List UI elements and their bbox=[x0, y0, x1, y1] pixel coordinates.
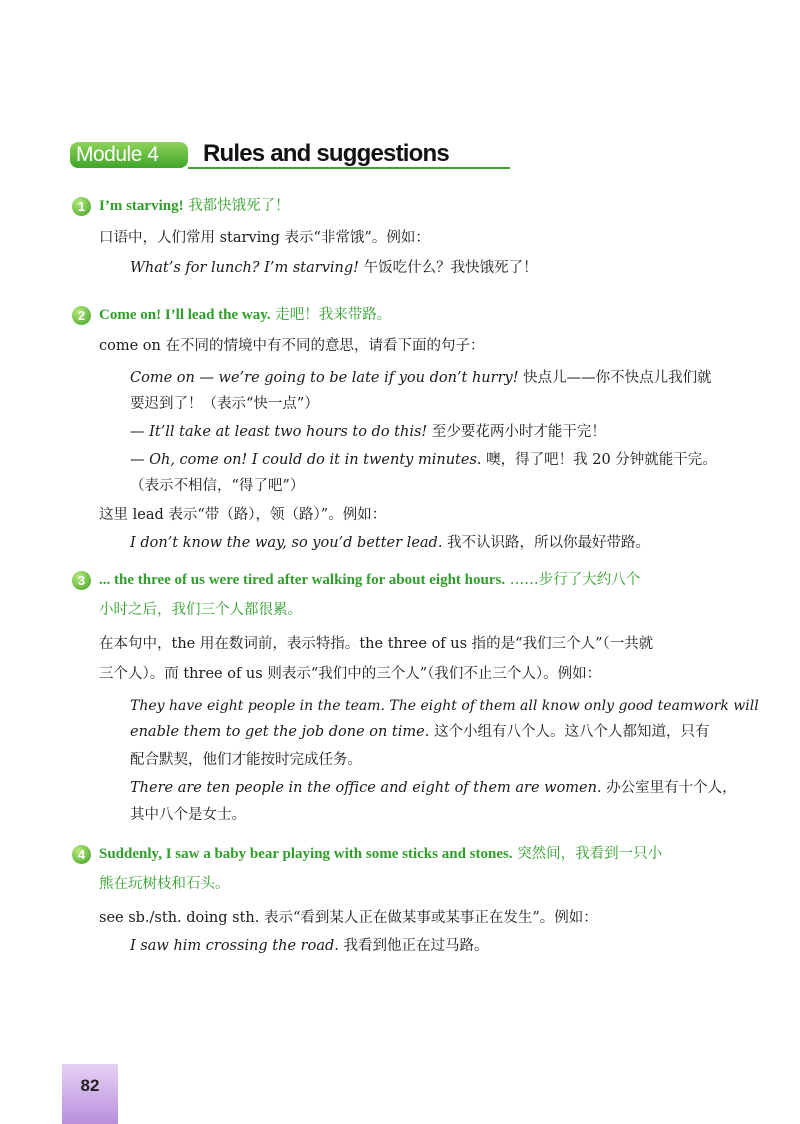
item-number-2: 2 bbox=[72, 306, 91, 325]
heading-cn: 走吧！我来带路。 bbox=[275, 307, 392, 323]
item-1-example bbox=[130, 258, 538, 278]
heading-cn: 突然间，我看到一只小 bbox=[517, 846, 663, 862]
item-1-explanation: 口语中，人们常用 starving 表示“非常饿”。例如： bbox=[99, 230, 430, 246]
heading-en: ... the three of us were tired after walking for about eight hours. bbox=[99, 572, 506, 588]
item-3-example-1-cn-cont: 配合默契，他们才能按时完成任务。 bbox=[130, 752, 362, 768]
example-cn: 办公室里有十个人， bbox=[606, 780, 737, 796]
example-cn: 快点儿——你不快点儿我们就 bbox=[523, 370, 712, 386]
example-cn: 噢，得了吧！我 20 分钟就能干完。 bbox=[486, 452, 717, 468]
example-en: I don’t know the way, so you’d better lead. bbox=[130, 535, 443, 551]
heading-cn: ……步行了大约八个 bbox=[509, 572, 641, 588]
module-header bbox=[70, 138, 510, 172]
item-2-example-1 bbox=[130, 368, 712, 388]
example-cn: 我不认识路，所以你最好带路。 bbox=[447, 535, 651, 551]
item-3-example-2-cont: 其中八个是女士。 bbox=[130, 807, 246, 823]
item-3-heading-cont: 小时之后，我们三个人都很累。 bbox=[99, 602, 302, 618]
module-badge: Module 4 bbox=[70, 142, 188, 168]
item-4-heading-cont: 熊在玩树枝和石头。 bbox=[99, 876, 230, 892]
example-en: — It’ll take at least two hours to do this! bbox=[130, 424, 428, 440]
item-3-example-2 bbox=[130, 778, 737, 798]
heading-en: Suddenly, I saw a baby bear playing with some sticks and stones. bbox=[99, 846, 513, 862]
item-2-heading bbox=[99, 305, 391, 325]
example-en: There are ten people in the office and eight of them are women. bbox=[130, 780, 602, 796]
example-en: — Oh, come on! I could do it in twenty minutes. bbox=[130, 452, 482, 468]
item-2-example-1-cont: 要迟到了！（表示“快一点”） bbox=[130, 396, 319, 412]
title-underline bbox=[188, 167, 510, 169]
item-4-explanation: see sb./sth. doing sth. 表示“看到某人正在做某事或某事正在发生”。例如： bbox=[99, 910, 598, 926]
example-en: What’s for lunch? I’m starving! bbox=[130, 260, 359, 276]
example-en: enable them to get the job done on time. bbox=[130, 724, 430, 740]
item-3-example-1-cont bbox=[130, 722, 709, 742]
item-3-heading bbox=[99, 570, 640, 590]
item-2-explanation: come on 在不同的情境中有不同的意思，请看下面的句子： bbox=[99, 338, 485, 354]
heading-en: Come on! I’ll lead the way. bbox=[99, 307, 271, 323]
item-2-lead-example bbox=[130, 533, 650, 553]
example-en: I saw him crossing the road. bbox=[130, 938, 339, 954]
page-title: Rules and suggestions bbox=[203, 140, 449, 167]
item-number-1: 1 bbox=[72, 197, 91, 216]
page-number: 82 bbox=[80, 1076, 100, 1095]
item-4-heading bbox=[99, 844, 662, 864]
item-2-example-2 bbox=[130, 422, 606, 442]
item-2-example-3 bbox=[130, 450, 717, 470]
page-number-tab bbox=[62, 1064, 118, 1124]
item-number-4: 4 bbox=[72, 845, 91, 864]
example-cn: 午饭吃什么？我快饿死了！ bbox=[363, 260, 538, 276]
item-3-example-1: They have eight people in the team. The eight of them all know only good teamwork will bbox=[130, 698, 759, 714]
item-4-example bbox=[130, 936, 488, 956]
item-2-example-3-note: （表示不相信，“得了吧”） bbox=[130, 478, 305, 494]
example-cn: 我看到他正在过马路。 bbox=[343, 938, 489, 954]
item-1-heading bbox=[99, 196, 290, 216]
item-2-lead-explanation: 这里 lead 表示“带（路），领（路）”。例如： bbox=[99, 507, 387, 523]
item-number-3: 3 bbox=[72, 571, 91, 590]
heading-en: I’m starving! bbox=[99, 198, 184, 214]
heading-cn: 我都快饿死了！ bbox=[188, 198, 290, 214]
example-en: Come on — we’re going to be late if you don’t hurry! bbox=[130, 370, 519, 386]
item-3-explanation-1: 在本句中，the 用在数词前，表示特指。the three of us 指的是“我们三个人”（一共就 bbox=[99, 636, 654, 652]
example-cn: 至少要花两小时才能干完！ bbox=[431, 424, 606, 440]
item-3-explanation-2: 三个人）。而 three of us 则表示“我们中的三个人”（我们不止三个人）。例如： bbox=[99, 666, 602, 682]
example-cn: 这个小组有八个人。这八个人都知道，只有 bbox=[433, 724, 710, 740]
